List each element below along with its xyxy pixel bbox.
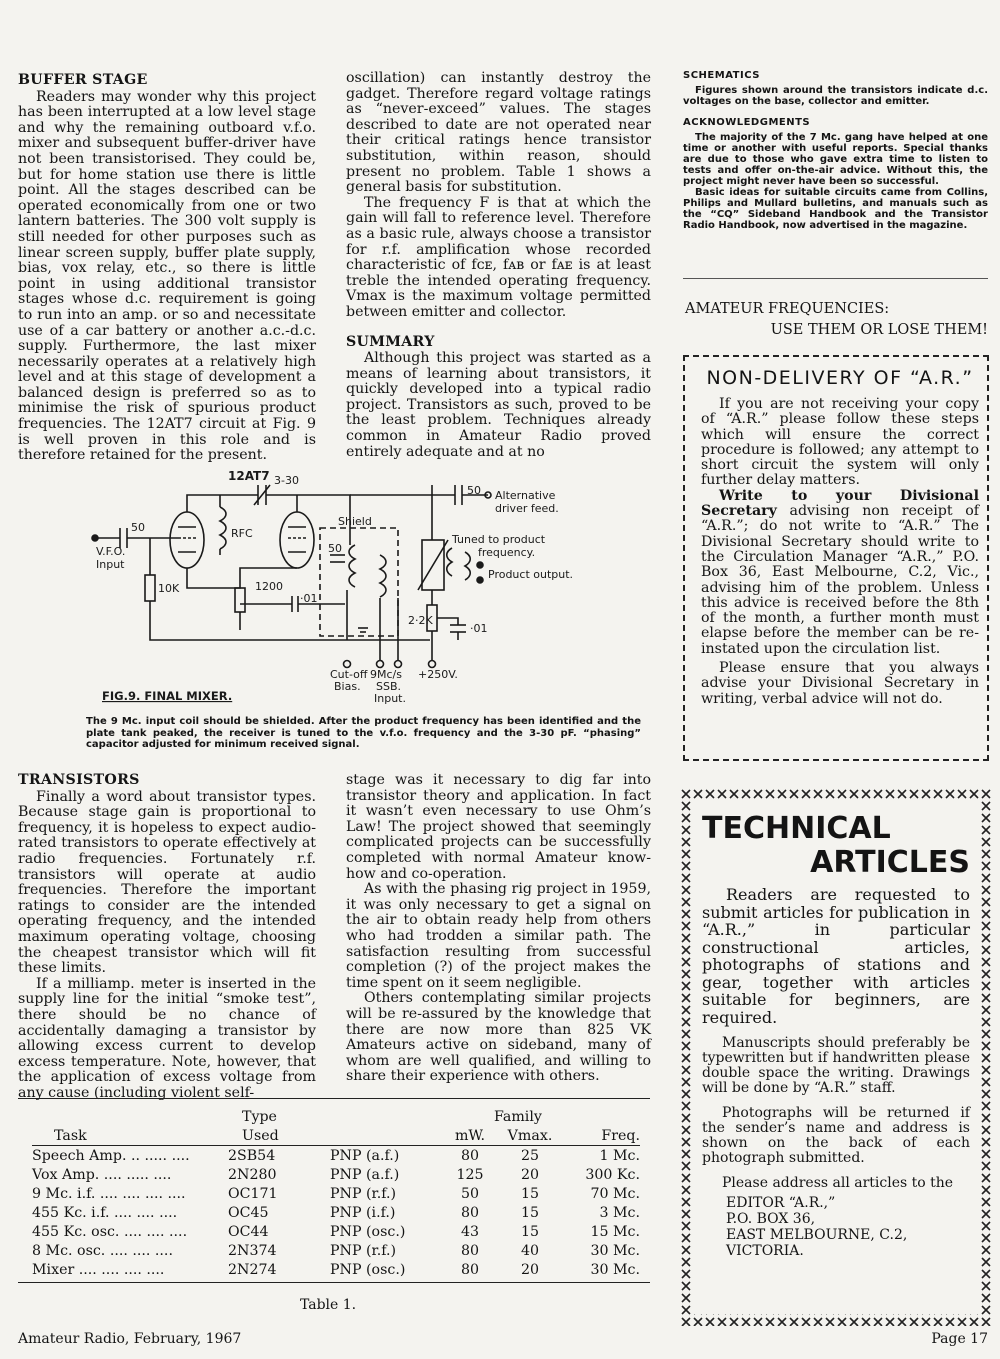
table-caption: Table 1. [300,1297,357,1313]
mw-cell: 43 [460,1223,480,1240]
bypass-1-label: ·01 [300,592,318,605]
ssb-label-3: Input. [374,692,406,705]
table-bottom-rule [18,1282,650,1283]
task-cell: 9 Mc. i.f. .... .... .... .... [32,1185,186,1202]
acknowledgments-heading: ACKNOWLEDGMENTS [683,117,811,128]
ratings-text: oscillation) can instantly destroy the gadget. Therefore regard voltage ratings as “never-exceed” values. The stages described to date are not operated near their critical ratings hence transistor substitution, within reason, should present no problem. Table 1 shows a general basis for substitution. [346,70,651,196]
mw-cell: 80 [460,1147,480,1164]
amateur-frequencies-notice [685,299,990,341]
address-line-3: EAST MELBOURNE, C.2, [726,1227,908,1243]
type-cell: OC171 [228,1185,278,1202]
mw-cell: 125 [456,1166,484,1183]
family-cell: PNP (i.f.) [330,1204,396,1221]
technical-articles-box [702,812,970,1259]
summary-heading: SUMMARY [346,333,435,350]
vmax-cell: 15 [520,1223,540,1240]
transistors-text-1: Finally a word about transistor types. Because stage gain is proportional to frequency, it is hopeless to expect audio-rated transistors to operate effectively at radio frequencies. Fortunately r.f. transistors will operate at audio frequencies. Therefore the important ratings to consider are the intended operating frequency, and the intended maximum operating voltage, choosing the cheapest transistor which will fit these limits. [18,788,316,977]
vmax-header: Vmax. [507,1127,553,1144]
freq-cell: 30 Mc. [590,1261,640,1278]
conclusion-text-1: stage was it necessary to dig far into transistor theory and application. In fact it wasn’t even necessary to use Ohm’s Law! The project showed that seemingly complicated projects can be successfully completed with normal Amateur know-how and co-operation. [346,772,651,882]
divider-line [683,278,988,279]
schematics-notes [683,70,988,231]
non-delivery-p1: If you are not receiving your copy of “A.R.” please follow these steps which will ensure the correct procedure is followed; any attempt to short circuit the system will only further delay matters. [701,396,979,489]
table-row [32,1165,640,1184]
bias-label-2: Bias. [334,680,361,693]
mw-cell: 80 [460,1204,480,1221]
ssb-label-2: SSB. [376,680,402,693]
ssb-label-1: 9Mc/s [370,668,402,681]
task-cell: 8 Mc. osc. .... .... .... [32,1242,173,1259]
freq-cell: 15 Mc. [590,1223,640,1240]
input-cap-label: 50 [131,521,145,534]
freq-cell: 30 Mc. [590,1242,640,1259]
figure-caption-text: The 9 Mc. input coil should be shielded. After the product frequency has been identified and the plate tank peaked, the receiver is tuned to the v.f.o. frequency and the 3-30 pF. “phasing” capacitor adjusted for minimum received signal. [86,716,641,750]
footer-page-number: Page 17 [931,1331,988,1347]
family-cell: PNP (a.f.) [330,1147,400,1164]
non-delivery-p3: Please ensure that you always advise your Divisional Secretary in writing, verbal advice will not do. [701,660,979,707]
tuned-label-1: Tuned to product [452,533,546,546]
non-delivery-box [683,355,989,761]
alt-cap-label: 50 [467,484,481,497]
transistor-table [32,1107,640,1279]
address-line-1: EDITOR “A.R.,” [726,1195,836,1211]
technical-photographs: Photographs will be returned if the sender’s name and address is shown on the back of each photograph submitted. [702,1105,970,1166]
table-row [32,1146,640,1166]
table-row [32,1184,640,1203]
transistors-text-2: If a milliamp. meter is inserted in the supply line for the initial “smoke test”, there should be no chance of accidentally damaging a transistor by allowing excess current to develop excess temperature. Note, however, that the application of excess voltage from any cause (including violent self- [18,975,316,1101]
frequencies-line-1: AMATEUR FREQUENCIES: [685,301,890,317]
figure-label: FIG.9. FINAL MIXER. [102,689,233,703]
type-header-2: Used [242,1127,279,1144]
tube-label: 12AT7 [228,469,270,483]
type-cell: 2SB54 [228,1147,276,1164]
non-delivery-title: NON-DELIVERY OF “A.R.” [706,367,974,389]
vmax-cell: 40 [520,1242,540,1259]
conclusion-text-2: As with the phasing rig project in 1959, it was only necessary to get a signal on the air to obtain ready help from others who had trodden a similar path. The satisfaction resulting from successful completion (?) of the project makes the time spent on it seem negligible. [346,881,651,991]
table-row [32,1241,640,1260]
type-cell: 2N274 [228,1261,277,1278]
address-line-4: VICTORIA. [726,1243,804,1259]
technical-title-2: ARTICLES [810,845,970,880]
freq-cell: 300 Kc. [585,1166,640,1183]
task-header: Task [54,1127,87,1144]
column-two-upper [346,71,651,460]
shield-label: Shield [338,515,372,528]
schematics-heading: SCHEMATICS [683,70,760,81]
type-cell: 2N374 [228,1242,277,1259]
trimmer-label: 3-30 [274,474,299,487]
mw-cell: 50 [460,1185,480,1202]
family-cell: PNP (r.f.) [330,1185,397,1202]
task-cell: Vox Amp. .... ..... .... [32,1166,172,1183]
coil-cap-label: 50 [328,542,342,555]
table-top-rule [18,1098,650,1099]
footer-publication: Amateur Radio, February, 1967 [18,1331,242,1347]
freq-cell: 3 Mc. [599,1204,640,1221]
family-cell: PNP (a.f.) [330,1166,400,1183]
frequency-text: The frequency F is that at which the gain will fall to reference level. Therefore as a basic rule, always choose a transistor for r.f. amplification whose recorded characteristic of fᴄᴇ, fᴀʙ or fᴀᴇ is at least treble the intended operating frequency. Vmax is the maximum voltage permitted between emitter and collector. [346,194,651,320]
tube-1-symbol [170,512,204,568]
acknowledgments-text-2: Basic ideas for suitable circuits came from Collins, Philips and Mullard bulletins, and manuals such as the “CQ” Sideband Handbook and the Transistor Radio Handbook, now advertised in the magazine. [683,187,988,231]
bypass-2-label: ·01 [470,622,488,635]
technical-title-1: TECHNICAL [702,811,891,846]
buffer-stage-text: Readers may wonder why this project has been interrupted at a low level stage and why the remaining outboard v.f.o. mixer and subsequent buffer-driver have not been transistorised. They could be, but for home station use there is little point. All the stages described can be operated economically from one or two lantern batteries. The 300 volt supply is still needed for other purposes such as linear screen supply, buffer plate supply, bias, vox relay, etc., so there is little point in using additional transistor stages whose d.c. requirement is going to run into an amp. or so and necessitate use of a car battery or another a.c.-d.c. supply. Furthermore, the last mixer necessarily operates at a relatively high level and at this stage of development a balanced design is preferred so as to minimise the risk of spurious product frequencies. The 12AT7 circuit at Fig. 9 is well proven in this role and is therefore retained for the present. [18,88,316,464]
acknowledgments-text: The majority of the 7 Mc. gang have helped at one time or another with useful reports. Special thanks are due to those who gave extra time to listen to tests and offer on-the-air advice. Without this, the project might never have been so successful. [683,132,988,187]
vfo-label-1: V.F.O. [96,545,126,558]
family-cell: PNP (osc.) [330,1223,406,1240]
task-cell: 455 Kc. osc. .... .... .... [32,1223,188,1240]
vmax-cell: 20 [520,1166,540,1183]
fig9-schematic [80,462,660,712]
rfc-label: RFC [231,527,253,540]
tuned-label-2: frequency. [478,546,536,559]
type-cell: OC45 [228,1204,269,1221]
type-cell: OC44 [228,1223,269,1240]
table-row [32,1203,640,1222]
summary-text: Although this project was started as a means of learning about transistors, it quickly developed into a typical radio project. Transistors as such, proved to be the least problem. Techniques already common in Amateur Radio proved entirely adequate and at no [346,350,651,460]
address-line-2: P.O. BOX 36, [726,1211,816,1227]
transistors-section [18,773,316,1101]
type-cell: 2N280 [228,1166,277,1183]
technical-manuscripts: Manuscripts should preferably be typewritten but if handwritten please double space the writing. Drawings will be done by “A.R.” staff. [702,1035,970,1096]
vfo-label-2: Input [96,558,125,571]
conclusion-text-3: Others contemplating similar projects will be re-assured by the knowledge that there are now more than 825 VK Amateurs active on sideband, many of whom are well qualified, and willing to share their experience with others. [346,990,651,1085]
table-row [32,1260,640,1279]
technical-intro: Readers are requested to submit articles for publication in “A.R.,” in particular constructional articles, photographs of stations and gear, together with articles suitable for beginners, are required. [702,885,970,1027]
transistors-heading: TRANSISTORS [18,772,140,788]
non-delivery-body [701,397,979,707]
mw-cell: 80 [460,1242,480,1259]
product-output-label: Product output. [488,568,574,581]
family-cell: PNP (r.f.) [330,1242,397,1259]
vmax-cell: 15 [520,1204,540,1221]
bias-label-1: Cut-off [330,668,368,681]
schematics-text: Figures shown around the transistors indicate d.c. voltages on the base, collector and emitter. [683,85,988,107]
mw-cell: 80 [460,1261,480,1278]
alt-feed-label-1: Alternative [495,489,556,502]
cathode-resistor-label: 1200 [255,580,283,593]
mw-header: mW. [454,1127,486,1144]
table-row [32,1222,640,1241]
freq-header: Freq. [601,1127,640,1144]
type-header-1: Type [242,1108,277,1125]
vmax-cell: 25 [520,1147,540,1164]
vmax-cell: 20 [520,1261,540,1278]
freq-cell: 1 Mc. [599,1147,640,1164]
tube-2-symbol [280,512,314,568]
technical-address-intro: Please address all articles to the [722,1175,954,1191]
grid-resistor-label: 10K [158,582,180,595]
family-cell: PNP (osc.) [330,1261,406,1278]
hv-label: +250V. [418,668,458,681]
non-delivery-p2: advising non receipt of “A.R.”; do not write to “A.R.” The Divisional Secretary should write to the Circulation Manager “A.R.,” P.O. Box 36, East Melbourne, C.2, Vic., advising him of the problem. Unless this advice is received before the 8th of the month, a further month must elapse before the member can be re-instated upon the circulation list. [701,503,979,657]
frequencies-line-2: USE THEM OR LOSE THEM! [770,322,988,338]
plate-resistor-label: 2·2K [408,614,433,627]
column-two-lower [346,773,651,1085]
non-delivery-p2-bold: Write to your Divisional Secretary [701,487,979,520]
alt-feed-label-2: driver feed. [495,502,559,515]
freq-cell: 70 Mc. [590,1185,640,1202]
family-header: Family [494,1108,542,1125]
task-cell: Speech Amp. .. ..... .... [32,1147,190,1164]
task-cell: 455 Kc. i.f. .... .... .... [32,1204,178,1221]
buffer-stage-heading: BUFFER STAGE [18,72,148,88]
task-cell: Mixer .... .... .... .... [32,1261,165,1278]
buffer-stage-section [18,73,316,464]
vmax-cell: 15 [520,1185,540,1202]
figure-caption [86,716,641,751]
